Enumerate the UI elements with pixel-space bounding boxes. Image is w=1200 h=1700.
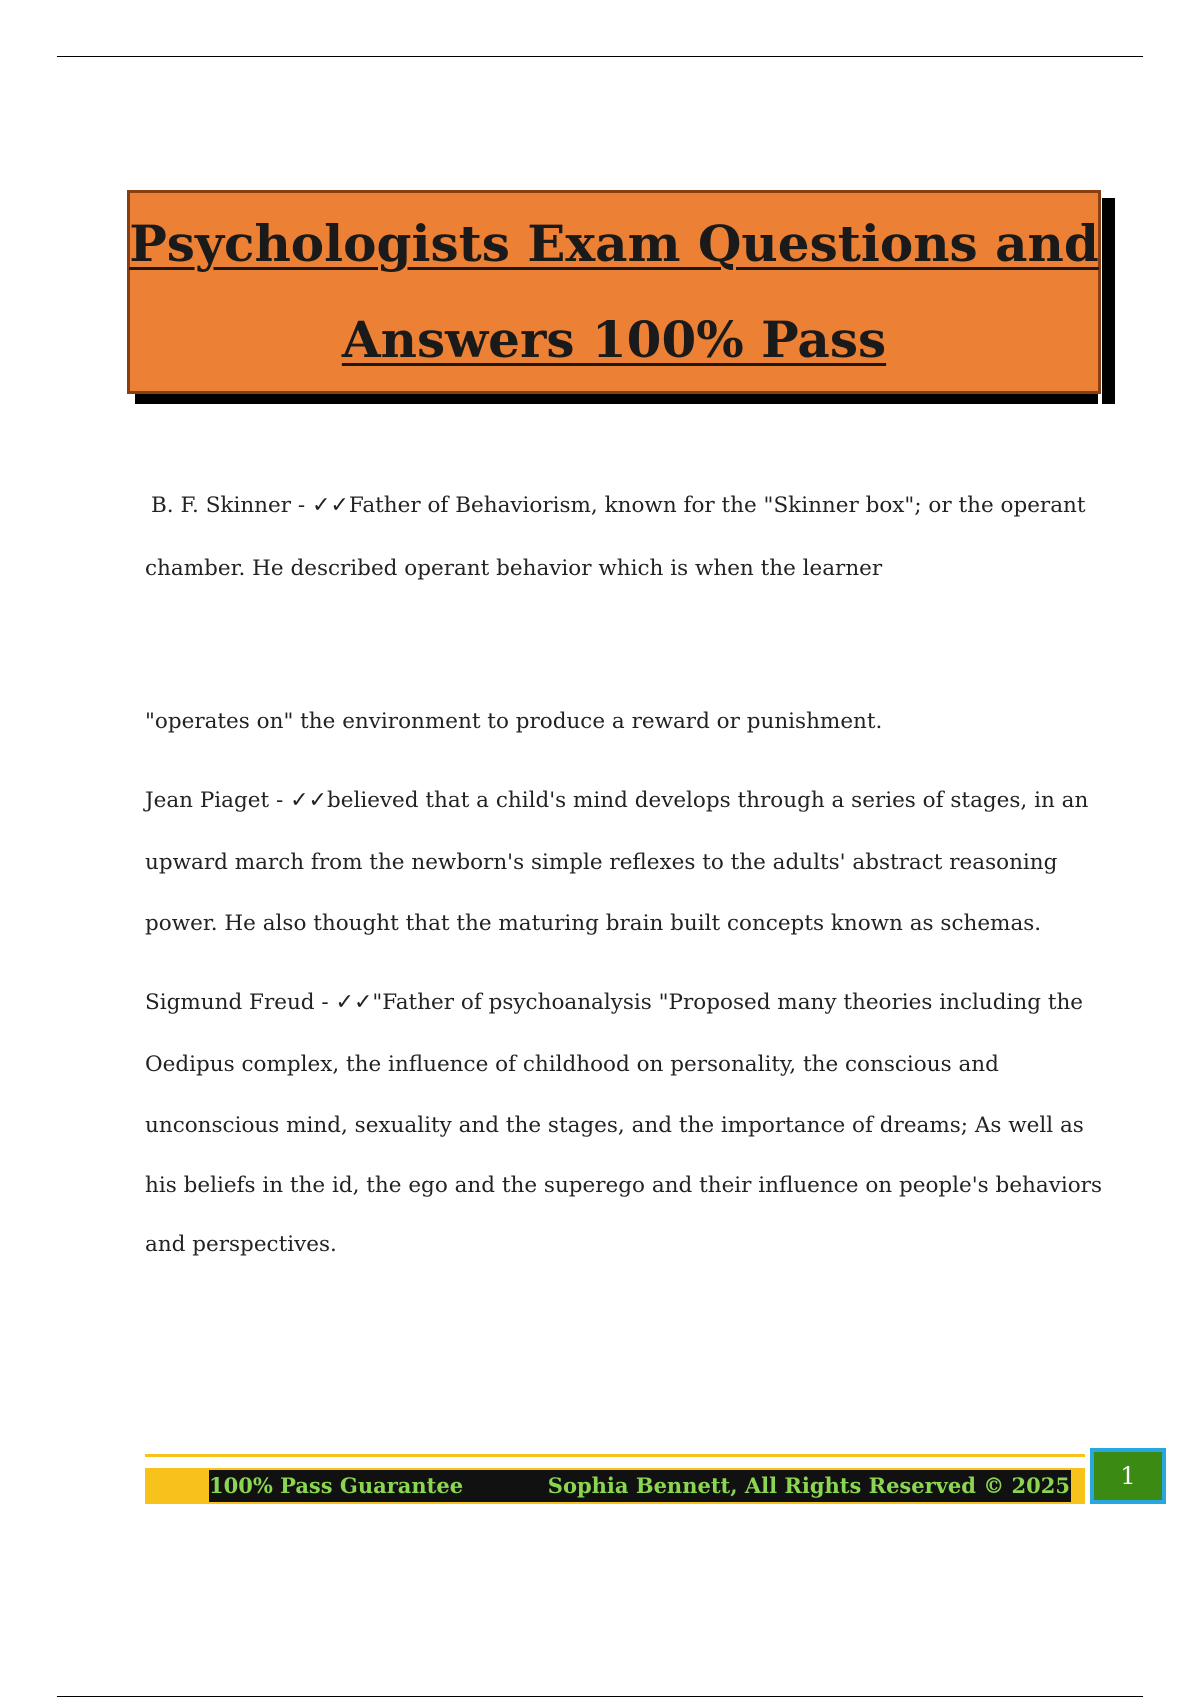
entry-freud-line-4: his beliefs in the id, the ego and the superego and their influence on people's behaviors xyxy=(145,1173,1102,1198)
entry-text: "Father of psychoanalysis "Proposed many theories including the xyxy=(372,990,1084,1015)
double-check-icon: ✓✓ xyxy=(311,493,349,518)
entry-separator: - xyxy=(291,493,312,518)
double-check-icon: ✓✓ xyxy=(290,788,327,813)
page-number-box xyxy=(1090,1448,1166,1504)
entry-separator: - xyxy=(314,990,336,1015)
entry-term: B. F. Skinner xyxy=(151,493,292,518)
entry-piaget-line-3: power. He also thought that the maturing brain built concepts known as schemas. xyxy=(145,911,1042,936)
document-title-line-2: Answers 100% Pass xyxy=(341,310,887,369)
footer-guarantee-text: 100% Pass Guarantee xyxy=(209,1473,464,1498)
entry-skinner-line-3: "operates on" the environment to produce a reward or punishment. xyxy=(145,709,883,734)
entry-text: believed that a child's mind develops through a series of stages, in an xyxy=(326,788,1089,813)
entry-piaget-line-1 xyxy=(145,788,1089,813)
document-title-line-1: Psychologists Exam Questions and xyxy=(129,214,1099,273)
entry-freud-line-3: unconscious mind, sexuality and the stages, and the importance of dreams; As well as xyxy=(145,1113,1084,1138)
entry-separator: - xyxy=(269,788,291,813)
entry-freud-line-2: Oedipus complex, the influence of childhood on personality, the conscious and xyxy=(145,1052,999,1077)
entry-skinner-line-2: chamber. He described operant behavior which is when the learner xyxy=(145,556,883,581)
top-rule xyxy=(57,56,1143,57)
footer-copyright-text: Sophia Bennett, All Rights Reserved © 2025 xyxy=(547,1473,1070,1498)
entry-piaget-line-2: upward march from the newborn's simple reflexes to the adults' abstract reasoning xyxy=(145,850,1058,875)
entry-skinner-line-1 xyxy=(151,493,1091,518)
entry-freud-line-1 xyxy=(145,990,1085,1015)
entry-freud-line-5: and perspectives. xyxy=(145,1232,337,1257)
bottom-rule xyxy=(57,1696,1143,1697)
title-box xyxy=(127,190,1101,394)
footer-accent-line xyxy=(145,1454,1085,1457)
double-check-icon: ✓✓ xyxy=(335,990,373,1015)
entry-term: Jean Piaget xyxy=(145,788,270,813)
entry-term: Sigmund Freud xyxy=(145,990,315,1015)
page-number: 1 xyxy=(1120,1462,1136,1490)
entry-text: Father of Behaviorism, known for the "Skinner box"; or the operant xyxy=(348,493,1086,518)
